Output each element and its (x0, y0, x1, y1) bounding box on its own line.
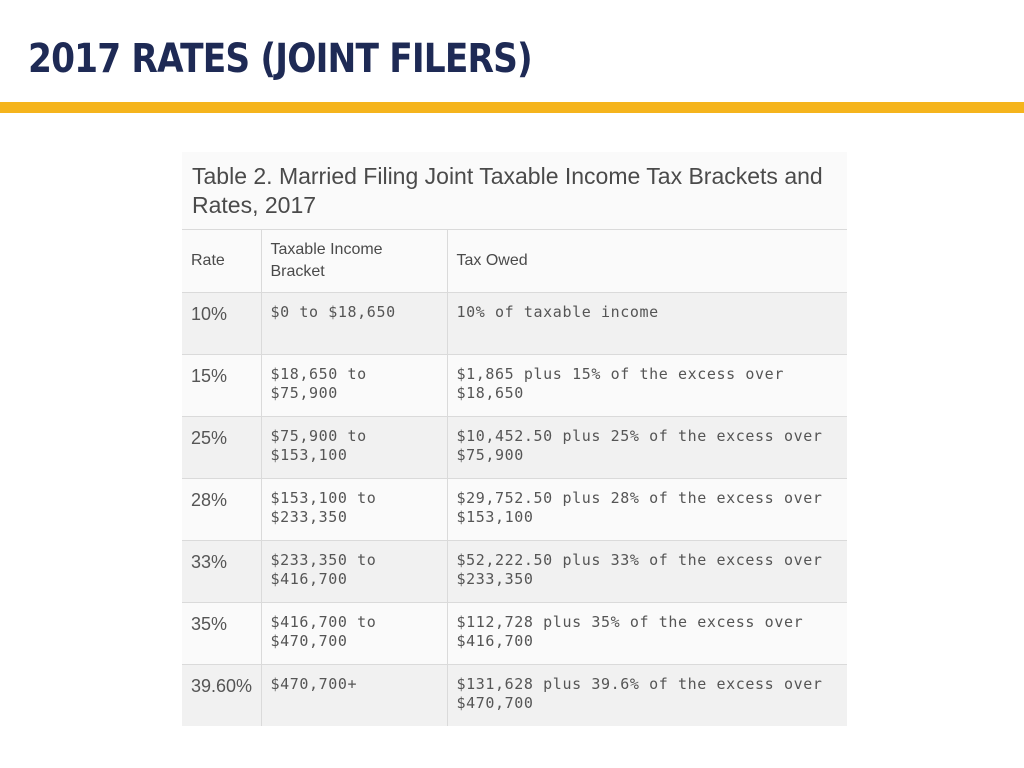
rate-cell: 10% (182, 293, 261, 355)
bracket-cell: $153,100 to $233,350 (261, 479, 447, 541)
table-header-row (182, 230, 847, 293)
bracket-cell: $0 to $18,650 (261, 293, 447, 355)
bracket-cell: $75,900 to $153,100 (261, 417, 447, 479)
table-caption: Table 2. Married Filing Joint Taxable Income Tax Brackets and Rates, 2017 (182, 152, 847, 230)
rate-cell: 35% (182, 603, 261, 665)
rate-cell: 25% (182, 417, 261, 479)
tax-owed-cell: 10% of taxable income (447, 293, 847, 355)
tax-owed-cell: $29,752.50 plus 28% of the excess over $153,100 (447, 479, 847, 541)
table-row (182, 417, 847, 479)
rate-cell: 15% (182, 355, 261, 417)
tax-owed-cell: $131,628 plus 39.6% of the excess over $470,700 (447, 665, 847, 727)
bracket-cell: $233,350 to $416,700 (261, 541, 447, 603)
bracket-cell: $470,700+ (261, 665, 447, 727)
table-row (182, 479, 847, 541)
table-row (182, 665, 847, 727)
tax-bracket-table-card (182, 152, 847, 726)
tax-owed-cell: $1,865 plus 15% of the excess over $18,650 (447, 355, 847, 417)
header-taxable-income-bracket: Taxable Income Bracket (261, 230, 447, 293)
table-row (182, 355, 847, 417)
rate-cell: 33% (182, 541, 261, 603)
tax-bracket-table (182, 230, 847, 726)
table-row (182, 541, 847, 603)
title-underline-bar (0, 102, 1024, 113)
header-tax-owed: Tax Owed (447, 230, 847, 293)
tax-owed-cell: $10,452.50 plus 25% of the excess over $75,900 (447, 417, 847, 479)
table-row (182, 603, 847, 665)
bracket-cell: $18,650 to $75,900 (261, 355, 447, 417)
rate-cell: 28% (182, 479, 261, 541)
header-rate: Rate (182, 230, 261, 293)
tax-owed-cell: $52,222.50 plus 33% of the excess over $233,350 (447, 541, 847, 603)
table-row (182, 293, 847, 355)
slide-title: 2017 RATES (JOINT FILERS) (28, 36, 532, 82)
bracket-cell: $416,700 to $470,700 (261, 603, 447, 665)
rate-cell: 39.60% (182, 665, 261, 727)
tax-owed-cell: $112,728 plus 35% of the excess over $416,700 (447, 603, 847, 665)
